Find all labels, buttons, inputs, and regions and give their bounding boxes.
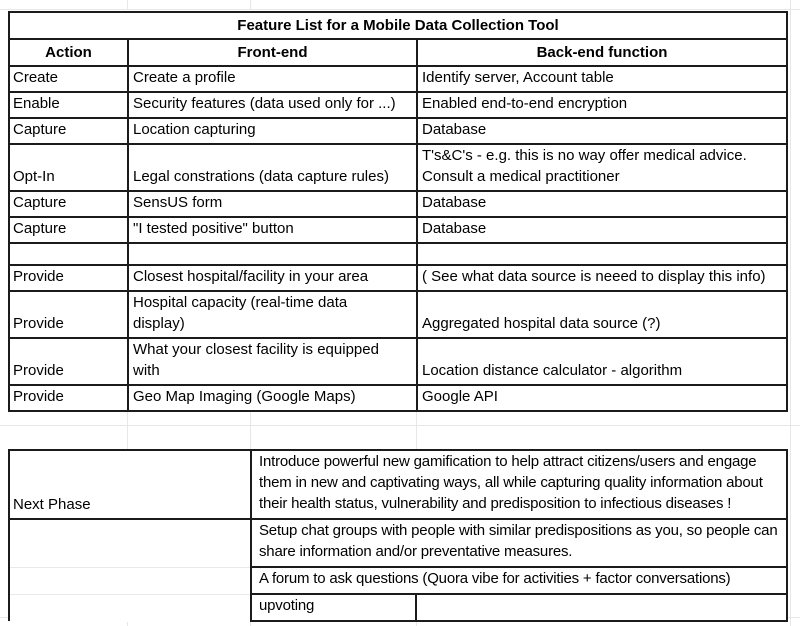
front-end-cell[interactable]: Hospital capacity (real-time data display) — [128, 291, 417, 338]
next-phase-item[interactable]: Setup chat groups with people with similar predispositions as you, so people can share information and/or preventative measures. — [251, 519, 787, 567]
back-end-cell[interactable]: Enabled end-to-end encryption — [417, 92, 787, 118]
table-row — [9, 191, 787, 217]
front-end-cell[interactable]: Closest hospital/facility in your area — [128, 265, 417, 291]
next-phase-table — [8, 449, 788, 622]
table-row — [9, 338, 787, 385]
table-row — [9, 118, 787, 144]
action-cell[interactable]: Capture — [9, 217, 128, 243]
empty-cell[interactable] — [9, 567, 251, 594]
sheet-gridline-v — [127, 0, 128, 10]
action-cell[interactable]: Provide — [9, 291, 128, 338]
table-row — [9, 594, 787, 621]
table-row — [9, 66, 787, 92]
back-end-cell[interactable]: Location distance calculator - algorithm — [417, 338, 787, 385]
front-end-cell[interactable]: Create a profile — [128, 66, 417, 92]
table-row — [9, 385, 787, 411]
action-cell[interactable]: Provide — [9, 385, 128, 411]
action-cell[interactable]: Create — [9, 66, 128, 92]
table-row — [9, 450, 787, 519]
column-header-action[interactable]: Action — [9, 39, 128, 66]
back-end-cell[interactable]: T's&C's - e.g. this is no way offer medical advice. Consult a medical practitioner — [417, 144, 787, 191]
next-phase-item[interactable]: upvoting — [251, 594, 416, 621]
front-end-cell[interactable]: Geo Map Imaging (Google Maps) — [128, 385, 417, 411]
action-cell[interactable]: Capture — [9, 191, 128, 217]
action-cell[interactable]: Provide — [9, 338, 128, 385]
table-row — [9, 265, 787, 291]
table-row — [9, 567, 787, 594]
table-row — [9, 12, 787, 39]
action-cell[interactable] — [9, 243, 128, 265]
table-row — [9, 39, 787, 66]
back-end-cell[interactable] — [417, 243, 787, 265]
action-cell[interactable]: Capture — [9, 118, 128, 144]
sheet-gridline-h — [0, 9, 800, 10]
table-title[interactable]: Feature List for a Mobile Data Collection Tool — [9, 12, 787, 39]
front-end-cell[interactable]: What your closest facility is equipped with — [128, 338, 417, 385]
back-end-cell[interactable]: Database — [417, 217, 787, 243]
next-phase-item[interactable]: Introduce powerful new gamification to help attract citizens/users and engage them in new and captivating ways, all while capturing quality information about their health status, vulnerability and predisposition to infectious diseases ! — [251, 450, 787, 519]
empty-cell[interactable] — [9, 594, 251, 621]
table-row — [9, 144, 787, 191]
front-end-cell[interactable]: Legal constrations (data capture rules) — [128, 144, 417, 191]
action-cell[interactable]: Enable — [9, 92, 128, 118]
table-row — [9, 243, 787, 265]
table-row — [9, 92, 787, 118]
table-row — [9, 519, 787, 567]
front-end-cell[interactable]: Security features (data used only for ...) — [128, 92, 417, 118]
back-end-cell[interactable]: ( See what data source is neeed to display this info) — [417, 265, 787, 291]
front-end-cell[interactable]: SensUS form — [128, 191, 417, 217]
back-end-cell[interactable]: Database — [417, 118, 787, 144]
front-end-cell[interactable] — [128, 243, 417, 265]
back-end-cell[interactable]: Aggregated hospital data source (?) — [417, 291, 787, 338]
sheet-gridline-v — [250, 0, 251, 10]
next-phase-label[interactable]: Next Phase — [9, 450, 251, 519]
front-end-cell[interactable]: "I tested positive" button — [128, 217, 417, 243]
front-end-cell[interactable]: Location capturing — [128, 118, 417, 144]
column-header-back-end[interactable]: Back-end function — [417, 39, 787, 66]
action-cell[interactable]: Opt-In — [9, 144, 128, 191]
back-end-cell[interactable]: Database — [417, 191, 787, 217]
action-cell[interactable]: Provide — [9, 265, 128, 291]
feature-table — [8, 11, 788, 412]
sheet-gridline-v — [790, 0, 791, 626]
back-end-cell[interactable]: Identify server, Account table — [417, 66, 787, 92]
table-row — [9, 291, 787, 338]
next-phase-item[interactable]: A forum to ask questions (Quora vibe for activities + factor conversations) — [251, 567, 787, 594]
sheet-gridline-h — [0, 425, 800, 426]
empty-cell[interactable] — [416, 594, 787, 621]
table-row — [9, 217, 787, 243]
empty-cell[interactable] — [9, 519, 251, 567]
back-end-cell[interactable]: Google API — [417, 385, 787, 411]
column-header-front-end[interactable]: Front-end — [128, 39, 417, 66]
